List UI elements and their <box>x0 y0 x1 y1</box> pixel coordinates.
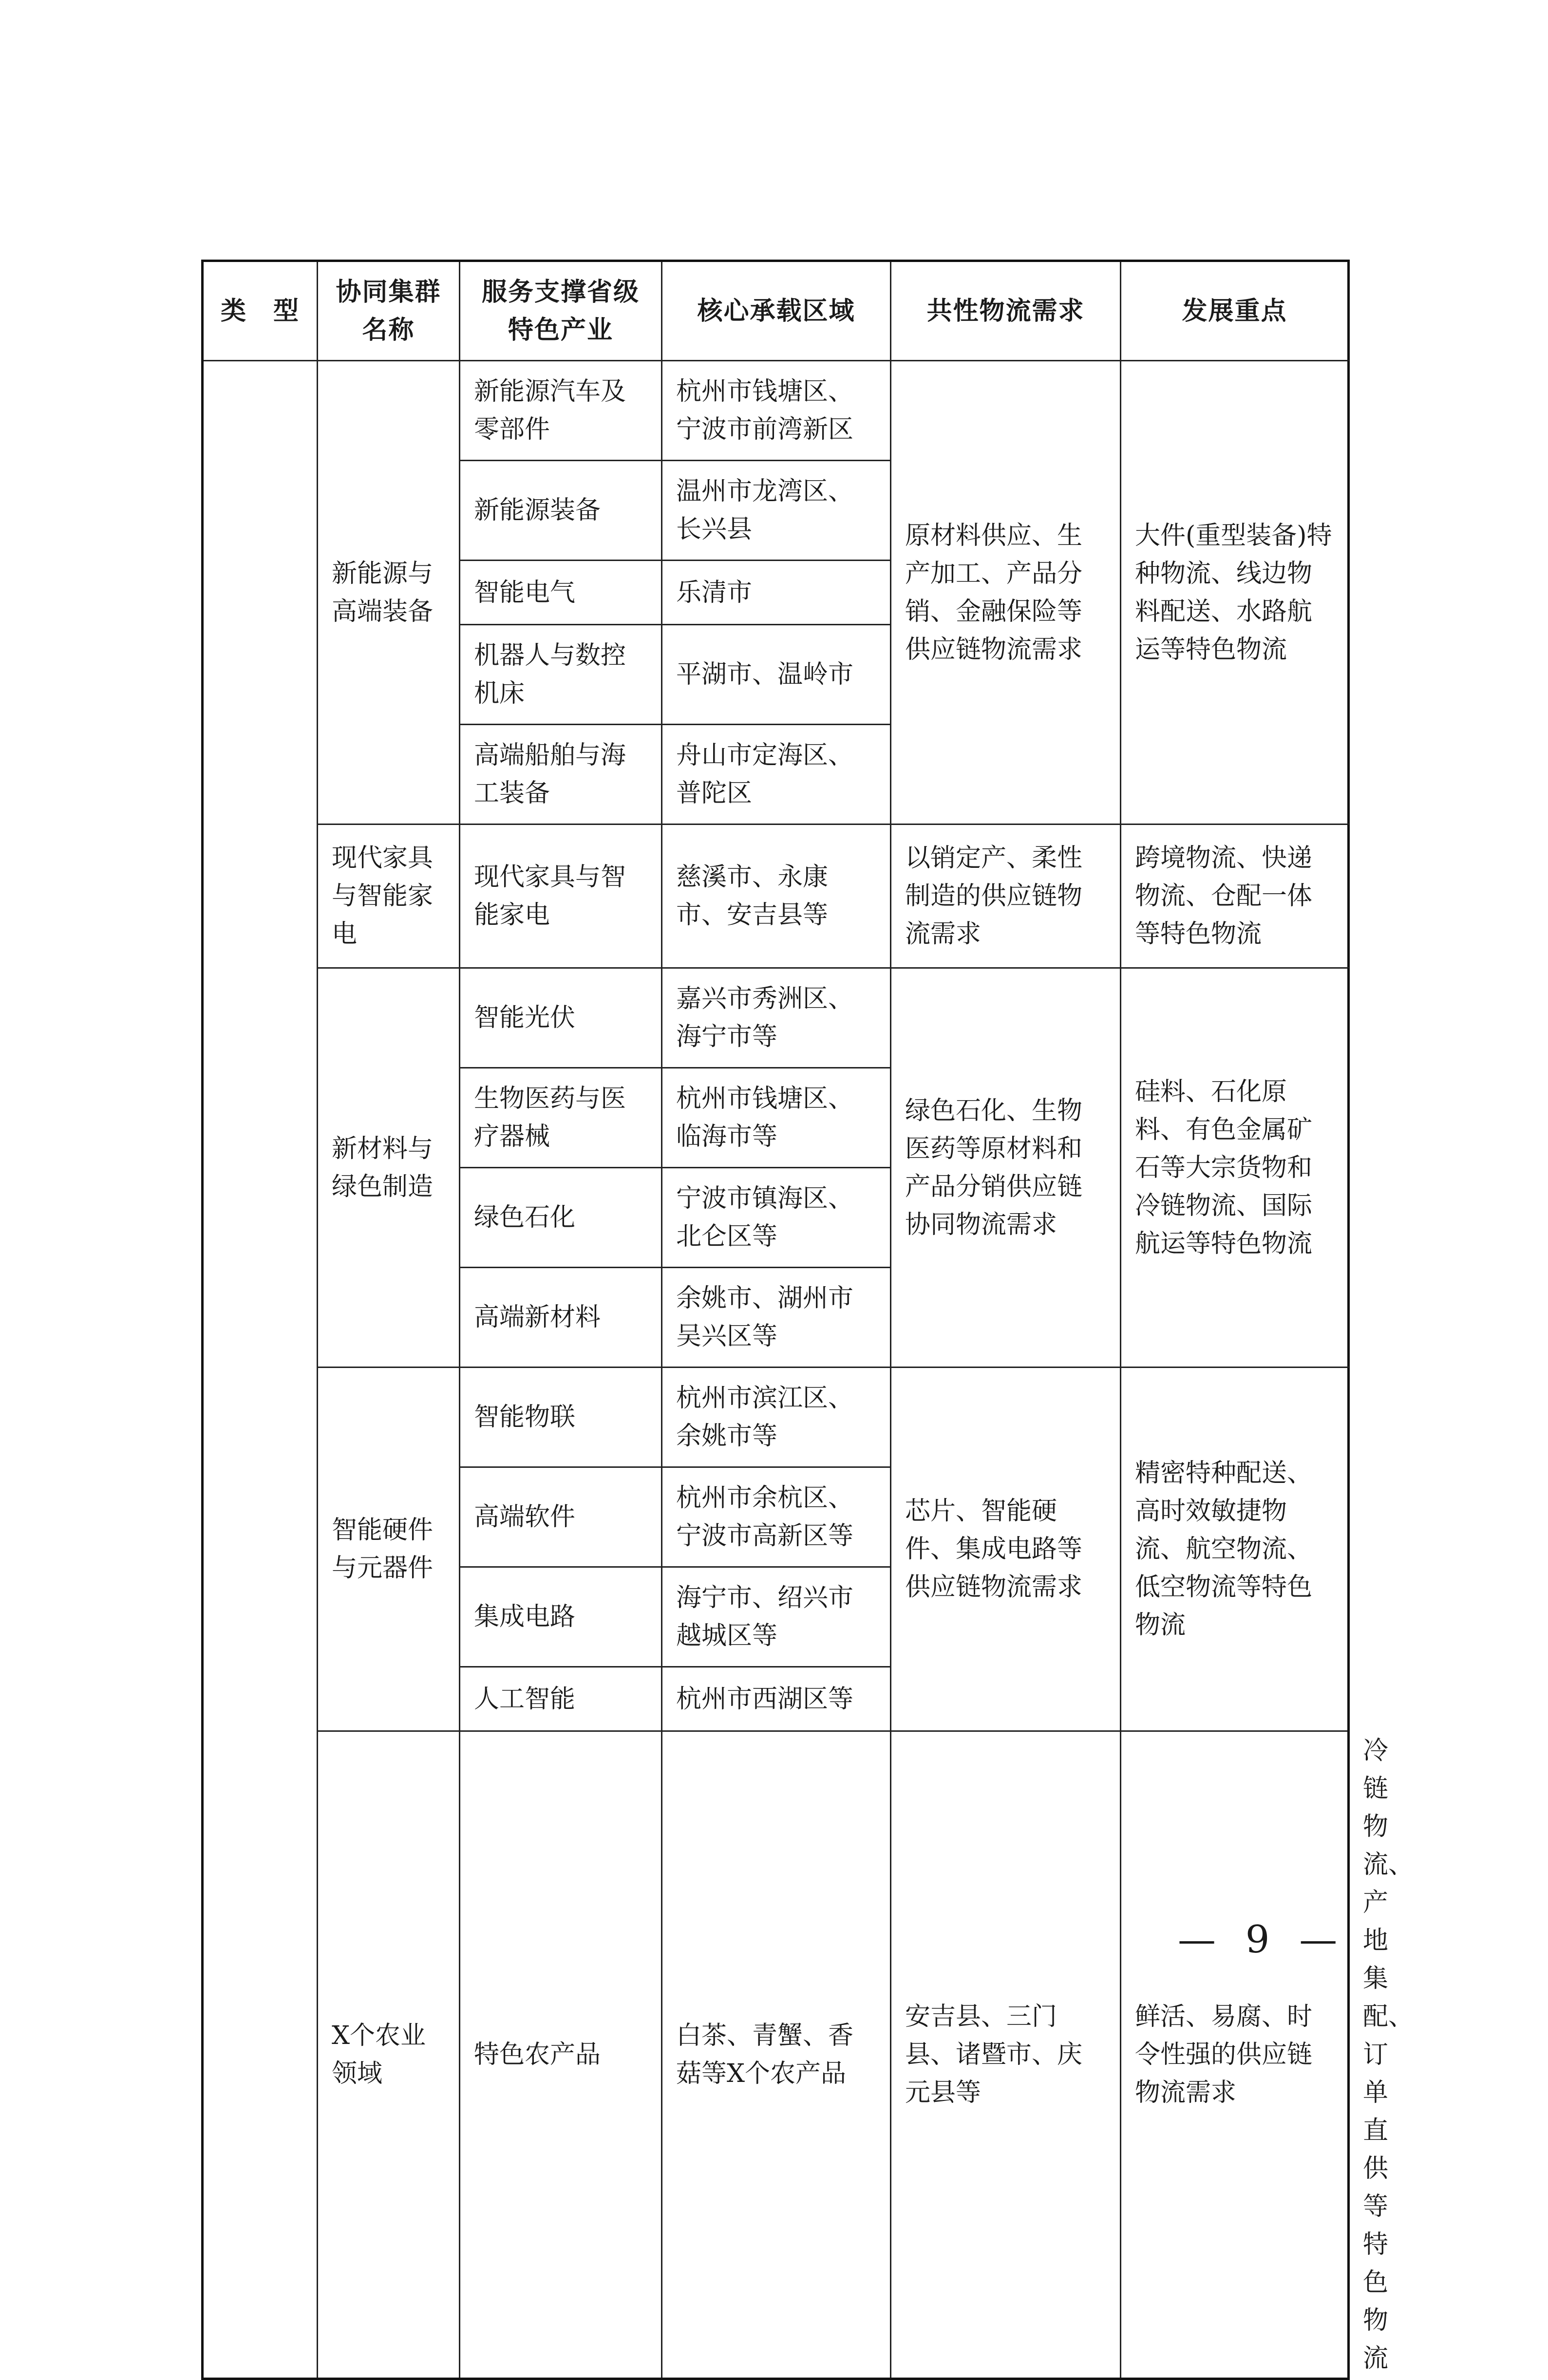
industry-cell: 高端软件 <box>460 1467 662 1567</box>
focus-cell: 精密特种配送、高时效敏捷物流、航空物流、低空物流等特色物流 <box>1121 1368 1349 1731</box>
type-cell-empty <box>203 361 318 2379</box>
header-region: 核心承载区域 <box>662 261 891 361</box>
industry-cell: 新能源汽车及零部件 <box>460 361 662 461</box>
cluster-cell: 现代家具与智能家电 <box>318 825 460 968</box>
region-cell: 平湖市、温岭市 <box>662 625 891 725</box>
focus-cell: 硅料、石化原料、有色金属矿石等大宗货物和冷链物流、国际航运等特色物流 <box>1121 968 1349 1368</box>
region-cell: 杭州市滨江区、余姚市等 <box>662 1368 891 1467</box>
logistics-cluster-table <box>201 260 1414 2380</box>
industry-cell: 绿色石化 <box>460 1168 662 1268</box>
region-cell: 舟山市定海区、普陀区 <box>662 725 891 825</box>
region-cell: 余姚市、湖州市吴兴区等 <box>662 1268 891 1368</box>
industry-cell: 机器人与数控机床 <box>460 625 662 725</box>
demand-cell: 芯片、智能硬件、集成电路等供应链物流需求 <box>891 1368 1121 1731</box>
header-focus: 发展重点 <box>1121 261 1349 361</box>
header-demand: 共性物流需求 <box>891 261 1121 361</box>
region-cell: 温州市龙湾区、长兴县 <box>662 461 891 561</box>
region-cell: 杭州市余杭区、宁波市高新区等 <box>662 1467 891 1567</box>
industry-cell: 现代家具与智能家电 <box>460 825 662 968</box>
industry-cell: 白茶、青蟹、香菇等X个农产品 <box>662 1731 891 2379</box>
region-cell: 海宁市、绍兴市越城区等 <box>662 1567 891 1667</box>
region-cell: 慈溪市、永康市、安吉县等 <box>662 825 891 968</box>
focus-cell: 大件(重型装备)特种物流、线边物料配送、水路航运等特色物流 <box>1121 361 1349 825</box>
industry-cell: 智能物联 <box>460 1368 662 1467</box>
header-cluster: 协同集群名称 <box>318 261 460 361</box>
table-row <box>203 968 1349 1068</box>
cluster-cell: 智能硬件与元器件 <box>318 1368 460 1731</box>
focus-cell: 跨境物流、快递物流、仓配一体等特色物流 <box>1121 825 1349 968</box>
region-cell: 杭州市西湖区等 <box>662 1667 891 1731</box>
table-row <box>203 1368 1349 1467</box>
header-industry: 服务支撑省级特色产业 <box>460 261 662 361</box>
industry-cell: 高端新材料 <box>460 1268 662 1368</box>
region-cell: 安吉县、三门县、诸暨市、庆元县等 <box>891 1731 1121 2379</box>
table-header-row <box>203 261 1349 361</box>
table-row <box>203 361 1349 461</box>
page-number: — 9 — <box>1178 1918 1346 1962</box>
industry-cell: 新能源装备 <box>460 461 662 561</box>
demand-cell: 以销定产、柔性制造的供应链物流需求 <box>891 825 1121 968</box>
type-cell: X个农业领域 <box>318 1731 460 2379</box>
cluster-cell: 新材料与绿色制造 <box>318 968 460 1368</box>
industry-cell: 高端船舶与海工装备 <box>460 725 662 825</box>
industry-cell: 智能电气 <box>460 561 662 625</box>
demand-cell: 绿色石化、生物医药等原材料和产品分销供应链协同物流需求 <box>891 968 1121 1368</box>
region-cell: 乐清市 <box>662 561 891 625</box>
region-cell: 杭州市钱塘区、临海市等 <box>662 1068 891 1168</box>
region-cell: 杭州市钱塘区、宁波市前湾新区 <box>662 361 891 461</box>
cluster-cell: 新能源与高端装备 <box>318 361 460 825</box>
region-cell: 嘉兴市秀洲区、海宁市等 <box>662 968 891 1068</box>
industry-cell: 智能光伏 <box>460 968 662 1068</box>
demand-cell: 鲜活、易腐、时令性强的供应链物流需求 <box>1121 1731 1349 2379</box>
industry-cell: 人工智能 <box>460 1667 662 1731</box>
table-row-agriculture: X个农业领域 特色农产品 白茶、青蟹、香菇等X个农产品 安吉县、三门县、诸暨市、庆元县等 鲜活、易腐、时令性强的供应链物流需求 冷链物流、产地集配、订单直供等特色物流 <box>203 1731 1349 2379</box>
industry-cell: 集成电路 <box>460 1567 662 1667</box>
header-type: 类 型 <box>203 261 318 361</box>
region-cell: 宁波市镇海区、北仑区等 <box>662 1168 891 1268</box>
demand-cell: 原材料供应、生产加工、产品分销、金融保险等供应链物流需求 <box>891 361 1121 825</box>
table-row <box>203 825 1349 968</box>
industry-cell: 生物医药与医疗器械 <box>460 1068 662 1168</box>
cluster-cell: 特色农产品 <box>460 1731 662 2379</box>
